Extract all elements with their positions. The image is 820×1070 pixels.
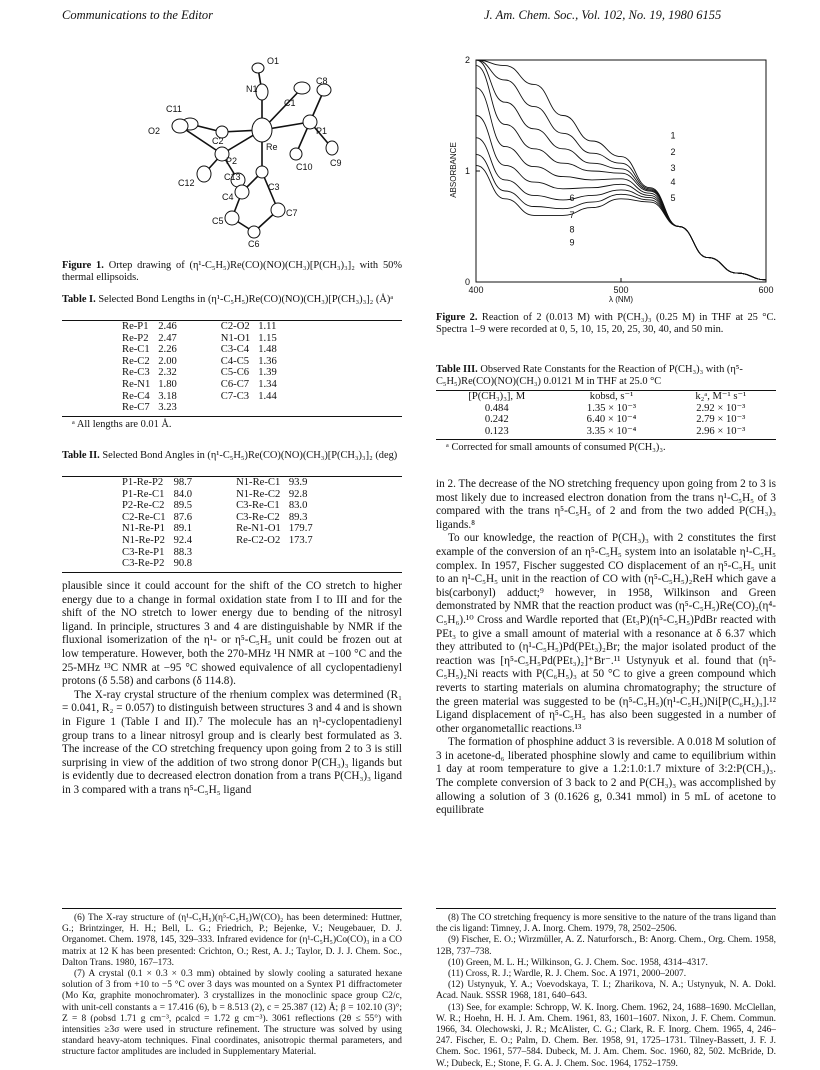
table-cell: 0.123 [484,425,509,437]
table-cell: 2.79 × 10⁻³ [696,414,746,426]
table-cell: 98.7 [173,477,193,488]
spectrum-line-2 [476,60,766,280]
running-header-right: J. Am. Chem. Soc., Vol. 102, No. 19, 1980 6155 [484,8,722,22]
table-cell: C5-C6 [220,367,250,379]
atom-label: P2 [226,156,238,166]
table-cell: Re-N1-O1 [236,523,281,535]
spectrum-line-7 [476,138,766,280]
table-cell: 1.48 [258,344,277,356]
table-cell: 1.34 [258,378,277,390]
series-label: 6 [569,192,575,203]
series-label: 2 [670,147,676,158]
table-cell: C3-Re-P2 [122,558,165,570]
table-cell: 6.40 × 10⁻⁴ [586,414,637,426]
table-cell [232,547,285,559]
atom-label: O1 [267,56,280,66]
table-cell: Re-C1 [122,344,150,356]
y-tick-label: 0 [464,277,470,287]
footnote: (7) A crystal (0.1 × 0.3 × 0.3 mm) obtained by slowly cooling a saturated hexane solution of 3 from +10 to −5 °C over 3 days was mounted on a Syntex P1 diffractometer (Mo Kα, graphite monochromater). 3 crystallizes in the monoclinic space group C2/c, with unit-cell constants a = 17.416 (6), b = 8.513 (2), c = 25.387 (12) Å; β = 102.10 (3)°; Z = 8 (ρobsd 1.71 g cm⁻³, ρcalcd = 1.72 g cm⁻³). 3061 reflections (2θ ≤ 55°) with intensities ≥3σ were used in structure refinement. The structure was solved by using standard heavy-atom techniques. Final coordinates, anisotropic thermal parameters, and structure factor amplitudes are included in Supplementary Material. [62,969,402,1058]
atom-label: C9 [330,158,342,168]
column-header: [P(CH₃)₃], M [468,391,526,402]
series-label: 9 [569,237,575,248]
table-cell: C3-Re-P1 [122,546,165,558]
table-cell: 3.18 [158,390,177,402]
table-row [118,321,317,333]
table-cell: N1-Re-C2 [236,488,281,500]
footnote: (11) Cross, R. J.; Wardle, R. J. Chem. Soc. A 1971, 2000–2007. [448,969,687,980]
table-row [436,403,776,415]
figure-2-caption: Figure 2. Reaction of 2 (0.013 M) with P(CH₃)₃ (0.25 M) in THF at 25 °C. Spectra 1–9 were recorded at 0, 5, 10, 15, 20, 25, 30, 40, and 50 min. [436,312,776,336]
paragraph: plausible since it could account for the shift of the CO stretch to higher energy due to a change in formal oxidation state from I to III and for the shift of the NO stretch to lower energy due to bending of the nitrosyl ligand. In principle, structures 3 and 4 are distinguishable by NMR if the fluxional isomerization of the η¹- or η⁵-C₅H₅ unit could be frozen out at low temperature. However, both the 270-MHz ¹H NMR at −100 °C and the 25-MHz ¹³C NMR at −95 °C showed equivalence of all cyclopentadienyl protons (δ 5.58) and carbons (δ 114.8). [62,580,402,688]
table-cell: Re-N1 [122,378,151,390]
table-cell: 1.15 [258,332,277,344]
table-3-title: Table III. Observed Rate Constants for the Reaction of P(CH₃)₃ with (η⁵-C₅H₅)Re(CO)(NO)(CH₃) 0.0121 M in THF at 25.0 °C [436,364,743,388]
atom-label: C13 [224,172,241,182]
series-label: 5 [670,192,676,203]
atom-label: C1 [284,98,296,108]
table-cell: N1-Re-C1 [236,477,281,488]
footnote: (8) The CO stretching frequency is more sensitive to the nature of the trans ligand than the cis ligand: Timney, J. A. Inorg. Chem. 1979, 78, 2502–2506. [436,913,776,935]
table-1-body [118,321,317,414]
table-cell: C2-Re-C1 [122,511,166,523]
table-cell: P2-Re-C2 [122,500,165,512]
x-axis-label: λ (NM) [609,295,633,304]
table-cell: N1-O1 [220,332,251,344]
atom-label: C11 [166,104,182,114]
table-cell: 83.0 [288,500,308,512]
table-cell: 0.242 [484,414,509,426]
table-cell: C3-Re-C1 [236,500,280,512]
atom-label: C4 [222,192,234,202]
footnote: (12) Ustynyuk, Y. A.; Voevodskaya, T. I.; Zharikova, N. A.; Ustynyuk, N. A. Dokl. Acad. Nauk. SSSR 1968, 181, 640–643. [436,980,776,1002]
table-cell: 88.3 [173,546,193,558]
table-cell: 2.00 [158,355,177,367]
paragraph: The X-ray crystal structure of the rhenium complex was determined (R₁ = 0.041, R₂ = 0.057) to distinguish between structures 3 and 4 and is shown in Figure 1 (Table I and II).⁷ The molecule has an η¹-cyclopentadienyl group trans to a linear nitrosyl group and is clearly best formulated as 3. The increase of the CO stretching frequency upon going from 2 to 3 is still surprising in view of the addition of two strong donor P(CH₃)₃ ligands but is evidently due to decreased electron donation from a trans P(CH₃)₃ ligand in 3 compared with a trans η⁵-C₅H₅ ligand [62,688,402,796]
atom-label: N1 [246,84,258,94]
table-1-footnote: ᵃ All lengths are 0.01 Å. [72,418,172,430]
spectrum-line-9 [476,162,766,279]
figure-2 [436,50,776,305]
running-header-left: Communications to the Editor [62,8,214,22]
table-2-title: Table II. Selected Bond Angles in (η¹-C₅H₅)Re(CO)(NO)(CH₃)[P(CH₃)₃]₂ (deg) [62,450,398,461]
atom-label: C3 [268,182,280,192]
table-cell: Re-P1 [122,321,149,332]
table-cell: 90.8 [173,558,193,570]
table-row [118,344,317,356]
table-row [118,500,353,512]
table-cell: 89.5 [173,500,193,512]
atom-label: C5 [212,216,224,226]
table-cell: C2-O2 [220,321,250,332]
table-cell: 89.3 [288,511,308,523]
spectrum-line-5 [476,88,766,280]
absorbance-chart [436,50,776,305]
column-header: k₂ᵃ, M⁻¹ s⁻¹ [695,391,747,402]
table-cell: 1.39 [258,367,277,379]
table-cell: N1-Re-P2 [122,534,165,546]
table-cell [232,558,285,570]
series-label: 4 [670,177,676,188]
atom-label: P1 [316,126,328,136]
footnote: (6) The X-ray structure of (η¹-C₅H₅)(η⁵-C₅H₅)W(CO)₂ has been determined: Huttner, G.; Brintzinger, H. H.; Bell, L. G.; Friedrich, P.; Bejenke, V.; Neugebauer, D. J. Organomet. Chem. 1978, 145, 329–333. Infrared evidence for (η¹-C₅H₅)Co(CO)₃ in a CO matrix at 12 K has been presented: Crichton, O.; Rest, A. J.; Taylor, D. J. J. Chem. Soc., Dalton Trans. 1980, 167–173. [62,913,402,968]
table-cell: C7-C3 [220,390,250,402]
y-axis-label: ABSORBANCE [449,142,458,198]
table-cell: 2.32 [158,367,177,379]
series-label: 8 [569,224,575,235]
table-row [118,547,353,559]
table-cell: C3-Re-C2 [236,511,280,523]
y-tick-label: 1 [464,166,470,176]
table-row [118,535,353,547]
table-cell: Re-C4 [122,390,150,402]
atom-label: C8 [316,76,328,86]
series-label: 7 [569,209,575,220]
table-2 [62,476,402,573]
paragraph: The formation of phosphine adduct 3 is reversible. A 0.018 M solution of 3 in acetone-d₆ liberated phosphine slowly and came to equilibrium within 1 day at room temperature to give a 1.2:1.0:1.7 mixture of 3:2:P(CH₃)₃. The complete conversion of 3 back to 2 and P(CH₃)₃ was accomplished by allowing a solution of 3 (0.1626 g, 0.341 mmol) in 5 mL of acetone to equilibrate [436,736,776,817]
table-cell: Re-C3 [122,367,150,379]
x-tick-label: 400 [468,285,484,295]
table-cell: 84.0 [173,488,193,500]
table-row [118,477,353,489]
atom-label: O2 [148,126,161,136]
table-3-body [436,391,776,437]
table-1-title: Table I. Selected Bond Lengths in (η¹-C₅H₅)Re(CO)(NO)(CH₃)[P(CH₃)₃]₂ (Å)ᵃ [62,294,394,305]
table-3 [436,390,776,455]
table-row [118,402,317,414]
table-cell: 2.96 × 10⁻³ [696,425,746,437]
table-row [118,333,317,345]
table-cell: 3.23 [158,402,177,414]
table-cell: 3.35 × 10⁻⁴ [586,425,637,437]
table-2-body [118,477,353,570]
table-row [436,426,776,438]
table-cell [217,402,254,414]
table-row [118,367,317,379]
table-cell: 2.46 [158,321,177,332]
table-cell: P1-Re-C1 [122,488,165,500]
right-body-text [436,478,776,818]
footnote: (9) Fischer, E. O.; Wirzmüller, A. Z. Naturforsch., B: Anorg. Chem., Org. Chem. 1958, 12B, 737–738. [436,935,776,957]
x-tick-label: 500 [613,285,629,295]
paragraph: in 2. The decrease of the NO stretching frequency upon going from 2 to 3 is most likely due to increased electron donation from the trans η¹-C₅H₅ of 3 compared with the trans η⁵-C₅H₅ of 2 and from the two added P(CH₃)₃ ligands.⁸ [436,478,776,531]
y-tick-label: 2 [464,55,470,65]
table-cell: 1.44 [258,390,277,402]
table-cell: 1.80 [158,378,177,390]
table-cell: Re-C2 [122,355,150,367]
atom-label: C2 [212,136,224,146]
table-row [118,489,353,501]
table-cell [285,558,353,570]
left-footnotes [62,908,402,1059]
table-cell: 2.26 [158,344,177,356]
atom-label: C10 [296,162,313,172]
figure-1-caption: Figure 1. Ortep drawing of (η¹-C₅H₅)Re(CO)(NO)(CH₃)[P(CH₃)₃]₂ with 50% thermal ellipsoids. [62,260,402,284]
spectrum-line-4 [476,66,766,280]
figure-1 [62,50,402,250]
footnote: (13) See, for example: Schropp, W. K. Inorg. Chem. 1962, 24, 1688–1690. McClellan, W. R.; Hoehn, H. H. J. Am. Chem. 1961, 83, 1601–1607. Nixon, J. F. Chem. Commun. 1966, 34. Olechowski, J. R.; McAlister, C. G.; Clark, R. F. Inorg. Chem. 1965, 4, 246–247. Fischer, E. O.; Palm, D. Chem. Ber. 1958, 91, 1725–1731. Tilney-Bassett, J. F. J. Chem. Soc. 1961, 577–584. Dubeck, M. J. Am. Chem. Soc. 1960, 82, 502. McBride, D. W.; Dubeck, E.; Stone, F. G. A. J. Chem. Soc. 1964, 1752–1759. [436,1002,776,1069]
ortep-drawing [62,50,402,250]
atom-label: Re [266,142,278,152]
spectrum-line-6 [476,116,766,280]
footnote: (10) Green, M. L. H.; Wilkinson, G. J. Chem. Soc. 1958, 4314–4317. [448,957,708,968]
table-cell: Re-C7 [122,402,150,414]
right-footnotes [436,908,776,1070]
table-cell: N1-Re-P1 [122,523,165,535]
atom-label: C7 [286,208,298,218]
table-row [436,414,776,426]
table-cell: 2.47 [158,332,177,344]
table-cell: C3-C4 [220,344,250,356]
table-cell: 87.6 [173,511,193,523]
table-row [118,512,353,524]
table-1 [62,320,402,431]
table-cell: C6-C7 [220,378,250,390]
x-tick-label: 600 [758,285,774,295]
series-label: 3 [670,162,676,173]
series-label: 1 [670,130,676,141]
atom-label: C12 [178,178,195,188]
table-row [118,558,353,570]
table-cell [285,547,353,559]
atom-label: C6 [248,239,260,249]
table-cell: Re-C2-O2 [236,534,281,546]
table-cell: P1-Re-P2 [122,477,164,488]
table-cell: 1.35 × 10⁻³ [586,402,637,414]
table-cell: 179.7 [288,523,313,535]
table-cell [254,402,317,414]
table-row [118,379,317,391]
left-body-text [62,580,402,798]
table-row [118,391,317,403]
table-3-footnote: ᵃ Corrected for small amounts of consumed P(CH₃)₃. [446,442,666,454]
table-cell: 89.1 [173,523,193,535]
table-cell: 2.92 × 10⁻³ [696,402,746,414]
table-cell: 173.7 [288,534,313,546]
table-cell: Re-P2 [122,332,149,344]
table-row [118,523,353,535]
table-cell: C4-C5 [220,355,250,367]
table-cell: 92.4 [173,534,193,546]
table-cell: 0.484 [484,402,509,414]
table-cell: 92.8 [288,488,308,500]
table-cell: 93.9 [288,477,308,488]
column-header: kobsd, s⁻¹ [589,391,634,402]
paragraph: To our knowledge, the reaction of P(CH₃)₃ with 2 constitutes the first example of the conversion of an η⁵-C₅H₅ system into an isolatable η¹-C₅H₅ complex. In 1957, Fischer suggested CO displacement of an η⁵-C₅H₅ unit to an η¹-C₅H₅ unit in the reaction of CO with (η⁵-C₅H₅)₂ReH which gave a bis(carbonyl) adduct;⁹ however, in 1958, Wilkinson and Green demonstrated by NMR that the reaction product was (η⁵-C₅H₅)Re(CO)₂(η⁴-C₅H₆).¹⁰ Cross and Wardle reported that (Et₃P)(η⁵-C₅H₅)PdBr reacted with PEt₃ to give a small amount of material with a resonance at δ 6.37 which they attributed to (η¹-C₅H₅)Pd(PEt₃)₂Br; the major isolated product of the reaction was [η⁵-C₅H₅Pd(PEt₃)₂]⁺Br⁻.¹¹ Ustynyuk et al. found that (η⁵-C₅H₅)₂Ni reacts with P(C₆H₅)₃ at 50 °C to give a green compound which reverts to starting materials on alumina chromatography; the structure of the green material was suggested to be (η⁵-C₅H₅)(η¹-C₅H₅)Ni[P(C₆H₅)₃].¹² Ligand displacement of η⁵-C₅H₅ has also been suggested in a number of other organometallic reactions.¹³ [436,532,776,735]
table-cell: 1.36 [258,355,277,367]
table-cell: 1.11 [258,321,277,332]
table-row [118,356,317,368]
